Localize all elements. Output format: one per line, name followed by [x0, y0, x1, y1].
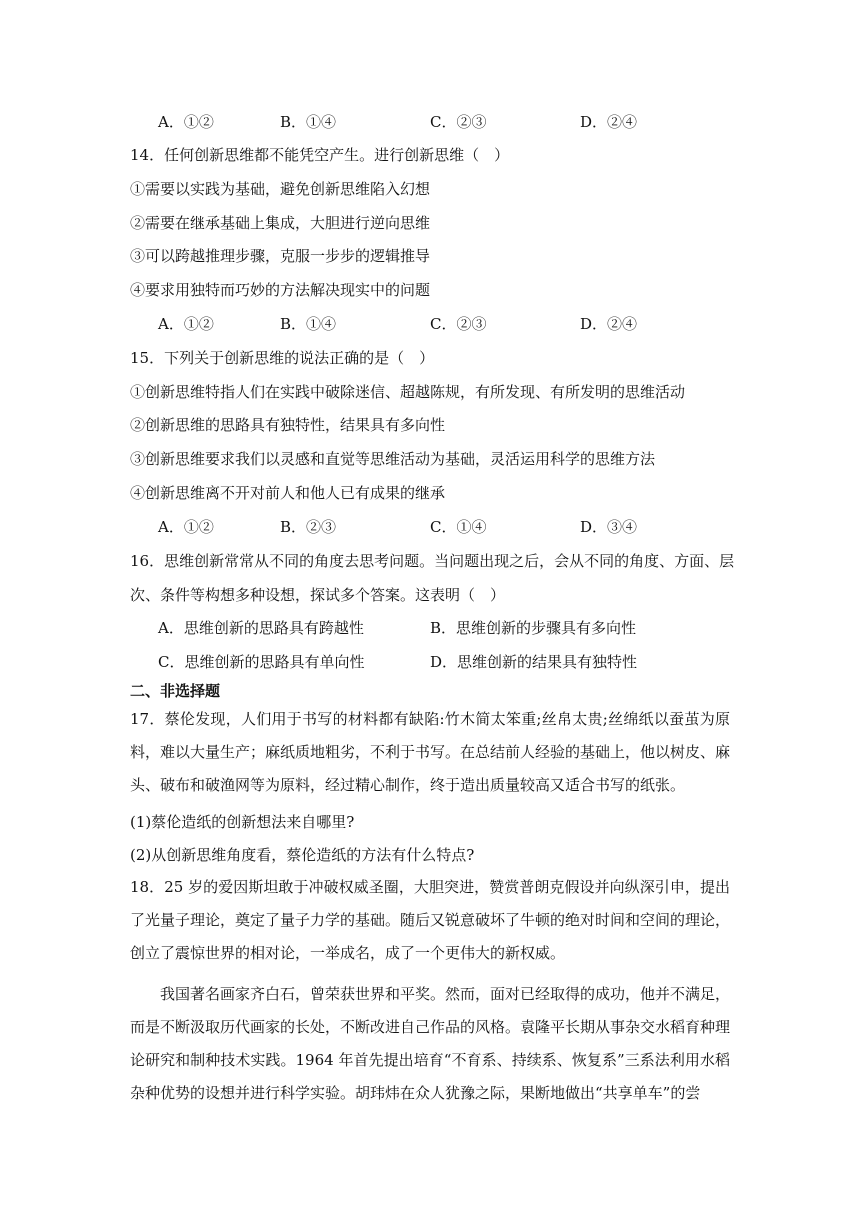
q15-option-c[interactable]: C．①④ — [430, 518, 487, 536]
q14-option-c[interactable]: C．②③ — [430, 315, 487, 333]
q15-option-b[interactable]: B．②③ — [280, 518, 337, 536]
q13-option-d[interactable]: D．②④ — [580, 113, 638, 131]
q18-paragraph-2: 我国著名画家齐白石，曾荣获世界和平奖。然而，面对已经取得的成功，他并不满足，而是不断汲取历代画家的长处，不断改进自己作品的风格。袁隆平长期从事杂交水稻育种理论研究和制种技术实践。1964 年首先提出培育“不育系、持续系、恢复系”三系法利用水稻杂种优势的设想并进行科学实验。胡玮炜在众人犹豫之际，果断地做出“共享单车”的尝 — [130, 985, 731, 1102]
q13-option-a[interactable]: A．①② — [158, 113, 214, 131]
q13-option-b[interactable]: B．①④ — [280, 113, 337, 131]
q14-stem: 14．任何创新思维都不能凭空产生。进行创新思维（ ） — [130, 146, 510, 164]
section-heading: 二、非选择题 — [130, 682, 221, 700]
q16-option-b[interactable]: B．思维创新的步骤具有多向性 — [430, 619, 637, 637]
q14-option-a[interactable]: A．①② — [158, 315, 214, 333]
q17-sub-question-1: (1)蔡伦造纸的创新想法来自哪里? — [130, 813, 355, 831]
q18-text — [130, 871, 730, 1110]
q16-option-d[interactable]: D．思维创新的结果具有独特性 — [430, 653, 638, 671]
q14-item-1: ①需要以实践为基础，避免创新思维陷入幻想 — [130, 180, 431, 198]
q16-stem-line-2: 次、条件等构想多种设想，探试多个答案。这表明（ ） — [130, 586, 506, 604]
q14-item-2: ②需要在继承基础上集成，大胆进行逆向思维 — [130, 214, 431, 232]
q15-item-1: ①创新思维特指人们在实践中破除迷信、超越陈规，有所发现、有所发明的思维活动 — [130, 383, 686, 401]
q14-option-d[interactable]: D．②④ — [580, 315, 638, 333]
q17-text — [130, 703, 730, 802]
q14-option-b[interactable]: B．①④ — [280, 315, 337, 333]
q18-paragraph-1: 18．25 岁的爱因斯坦敢于冲破权威圣圈，大胆突进，赞赏普朗克假设并向纵深引申，提出了光量子理论，奠定了量子力学的基础。随后又锐意破坏了牛顿的绝对时间和空间的理论，创立了震惊世界的相对论，一举成名，成了一个更伟大的新权威。 — [130, 878, 731, 962]
q17-sub-question-2: (2)从创新思维角度看，蔡伦造纸的方法有什么特点? — [130, 846, 475, 864]
q15-option-a[interactable]: A．①② — [158, 518, 214, 536]
q15-item-3: ③创新思维要求我们以灵感和直觉等思维活动为基础，灵活运用科学的思维方法 — [130, 450, 656, 468]
q16-option-a[interactable]: A．思维创新的思路具有跨越性 — [158, 619, 364, 637]
q15-item-2: ②创新思维的思路具有独特性，结果具有多向性 — [130, 416, 446, 434]
q16-stem-line-1: 16．思维创新常常从不同的角度去思考问题。当问题出现之后，会从不同的角度、方面、层 — [130, 552, 735, 570]
q15-stem: 15．下列关于创新思维的说法正确的是（ ） — [130, 349, 435, 367]
q13-option-c[interactable]: C．②③ — [430, 113, 487, 131]
q16-option-c[interactable]: C．思维创新的思路具有单向性 — [158, 653, 365, 671]
q15-option-d[interactable]: D．③④ — [580, 518, 638, 536]
q14-item-4: ④要求用独特而巧妙的方法解决现实中的问题 — [130, 281, 431, 299]
q14-item-3: ③可以跨越推理步骤，克服一步步的逻辑推导 — [130, 247, 431, 265]
q17-paragraph: 17．蔡伦发现，人们用于书写的材料都有缺陷:竹木简太笨重;丝帛太贵;丝绵纸以蚕茧为原料，难以大量生产；麻纸质地粗劣，不利于书写。在总结前人经验的基础上，他以树皮、麻头、破布和破渔网等为原料，经过精心制作，终于造出质量较高又适合书写的纸张。 — [130, 710, 731, 794]
q15-item-4: ④创新思维离不开对前人和他人已有成果的继承 — [130, 484, 446, 502]
